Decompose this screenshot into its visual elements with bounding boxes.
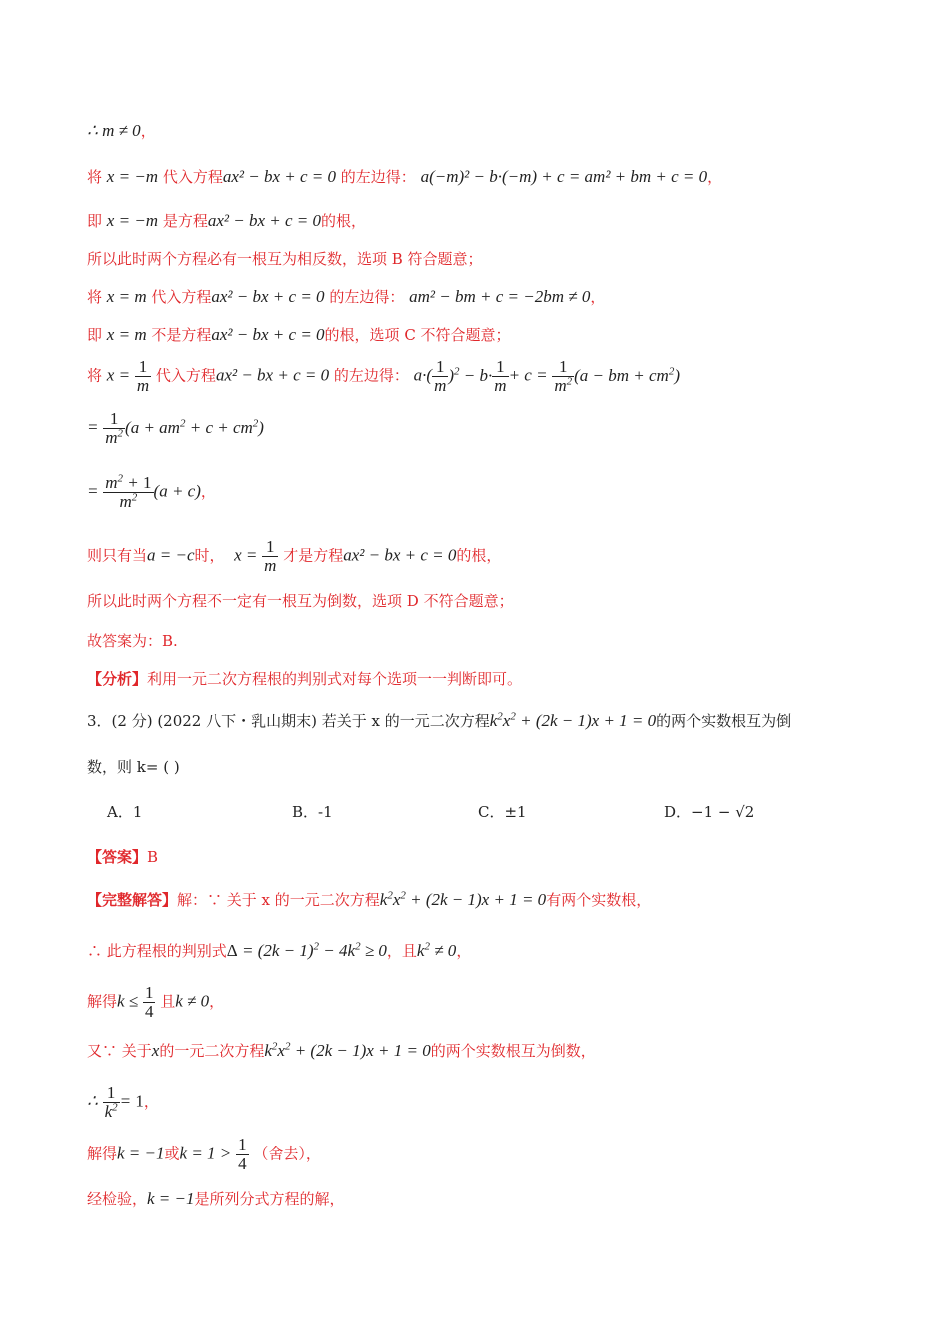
fraction: $\frac{1}{m}$ [434, 357, 447, 395]
solution-line-7: 经检验，k = −1是所列分式方程的解， [87, 1189, 345, 1208]
math-expression: ∴ m ≠ 0 [87, 121, 141, 140]
line-5: 将 x = m 代入方程ax² − bx + c = 0 的左边得： am² − bm + c = −2bm ≠ 0， [87, 287, 606, 306]
line-7: 将 x = $\frac{1}{m}$ 代入方程ax² − bx + c = 0 的左边得： a·( $\frac{1}{m}$ )$^2$ − b· $\frac{1}{m}$ + c = $\frac{1}{m^2}$ (a − bm + $cm^2$) [87, 357, 681, 395]
line-9: = $\frac{m^2 + 1}{m^2}$ (a + c)， [87, 472, 216, 511]
fraction: $\frac{1}{k^2}$ [104, 1083, 118, 1121]
option-d: D．−1 − √2 [664, 803, 755, 821]
fraction: $\frac{1}{m^2}$ [554, 357, 573, 395]
fraction: $\frac{1}{m}$ [264, 537, 277, 575]
question-equation: $k^2x^2 + (2k - 1)x + 1 = 0$ [489, 710, 657, 730]
option-a: A．1 [107, 803, 143, 821]
solution-line-5: ∴ $\frac{1}{k^2}$ = 1， [87, 1083, 159, 1121]
analysis-tag: 【分析】 [87, 670, 148, 688]
answer-value: B [147, 848, 159, 866]
line-8: = $\frac{1}{m^2}$ $(a + am^2 + c + cm^2)$ [87, 409, 264, 447]
analysis-line: 【分析】利用一元二次方程根的判别式对每个选项一一判断即可。 [87, 670, 523, 688]
line-4: 所以此时两个方程必有一根互为相反数，选项 B 符合题意； [87, 250, 483, 268]
fraction: $\frac{1}{4}$ [144, 983, 154, 1021]
line-12: 故答案为：B. [87, 632, 178, 650]
question-line-1: 3．(2 分) (2022 八下・乳山期末) 若关于 x 的一元二次方程$k^2x^2 + (2k - 1)x + 1 = 0$的两个实数根互为倒 [87, 710, 792, 730]
question-line-2: 数，则 k= ( ) [87, 758, 180, 776]
math-expression: x = −m [106, 167, 159, 186]
option-b: B．-1 [292, 803, 333, 821]
line-6: 即 x = m 不是方程ax² − bx + c = 0的根，选项 C 不符合题意； [87, 325, 511, 344]
answer-tag: 【答案】 [87, 848, 148, 866]
fraction: $\frac{1}{m}$ [136, 357, 150, 395]
solution-line-1: 【完整解答】解：∵ 关于 x 的一元二次方程$k^2x^2 + (2k - 1)x + 1 = 0$有两个实数根， [87, 889, 652, 909]
answer-line [87, 846, 158, 868]
line-10: 则只有当a = −c时， x = $\frac{1}{m}$ 才是方程ax² − bx + c = 0的根， [87, 537, 502, 575]
line-11: 所以此时两个方程不一定有一根互为倒数，选项 D 不符合题意； [87, 592, 514, 610]
solution-tag: 【完整解答】 [87, 891, 178, 909]
line-2: 将 x = −m 代入方程ax² − bx + c = 0 的左边得： a(−m)² − b·(−m) + c = am² + bm + c = 0， [87, 167, 723, 186]
fraction: $\frac{1}{4}$ [238, 1135, 247, 1173]
line-3: 即 x = −m 是方程ax² − bx + c = 0的根， [87, 211, 367, 230]
fraction: $\frac{1}{m^2}$ [105, 409, 124, 447]
solution-line-6: 解得k = −1或k = 1 > $\frac{1}{4}$ （舍去）， [87, 1135, 321, 1173]
solution-line-4: 又∵ 关于x的一元二次方程$k^2x^2 + (2k - 1)x + 1 = 0$的两个实数根互为倒数， [87, 1040, 596, 1060]
option-c: C．±1 [478, 803, 527, 821]
solution-line-2: ∴ 此方程根的判别式$\Delta = (2k - 1)^2 - 4k^2 \ge 0$，且$k^2 \ne 0$， [87, 940, 472, 960]
line-1: ∴ m ≠ 0， [87, 121, 156, 140]
solution-line-3: 解得k ≤ $\frac{1}{4}$ 且k ≠ 0， [87, 983, 225, 1021]
fraction: $\frac{1}{m}$ [494, 357, 507, 395]
fraction: $\frac{m^2 + 1}{m^2}$ [105, 472, 152, 511]
